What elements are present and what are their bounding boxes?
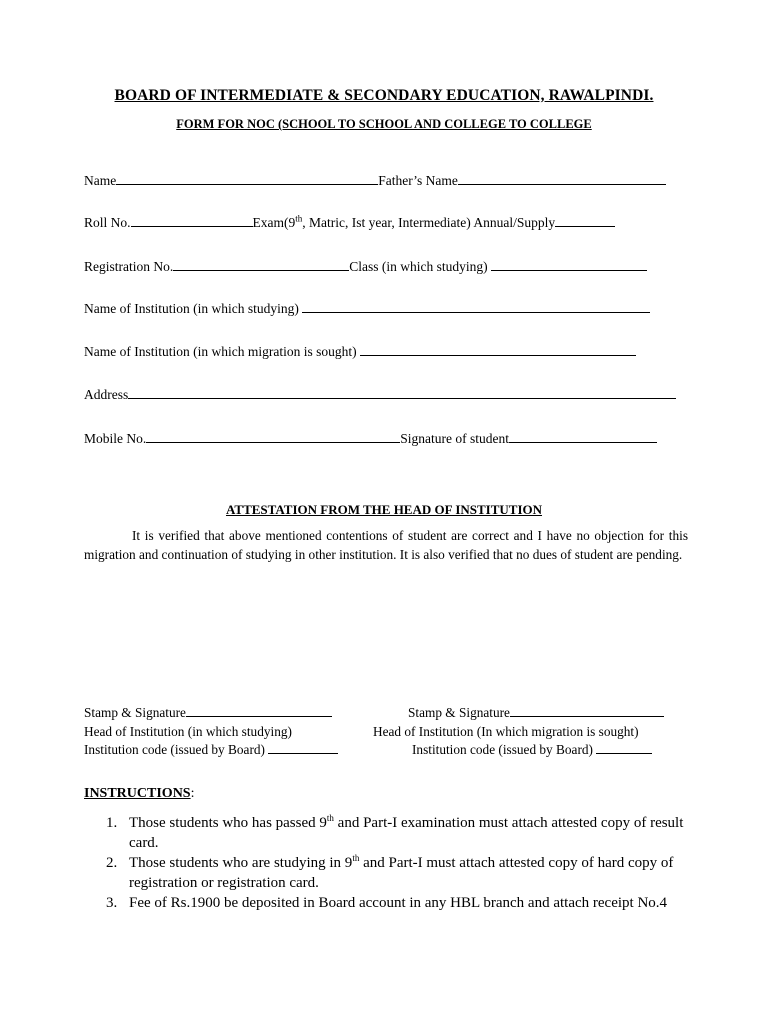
- class-label: Class (in which studying): [349, 259, 491, 274]
- stamp-signature-field[interactable]: [510, 704, 664, 717]
- institution-studying-row: [84, 300, 688, 317]
- list-item: 1. Those students who has passed 9th and Part-I examination must attach attested copy of result card.: [106, 813, 684, 851]
- institution-code-field[interactable]: [268, 741, 338, 754]
- institution-studying-label: Name of Institution (in which studying): [84, 301, 303, 316]
- attestation-body: It is verified that above mentioned contentions of student are correct and I have no objection for this migration and continuation of studying in other institution. It is also verified that no dues of student are pending.: [84, 528, 688, 562]
- stamp-signature-field[interactable]: [186, 704, 332, 717]
- father-name-field[interactable]: [458, 172, 666, 185]
- registration-no-field[interactable]: [173, 258, 349, 271]
- roll-no-field[interactable]: [131, 214, 253, 227]
- roll-exam-row: [84, 214, 688, 231]
- instructions-list: [84, 813, 694, 913]
- institution-studying-field[interactable]: [302, 300, 650, 313]
- signature-student-field[interactable]: [509, 430, 657, 443]
- annual-supply-field[interactable]: [555, 214, 615, 227]
- signature-block-current: [84, 704, 338, 760]
- mobile-no-label: Mobile No.: [84, 431, 147, 446]
- attestation-heading: ATTESTATION FROM THE HEAD OF INSTITUTION: [225, 502, 543, 517]
- registration-class-row: [84, 258, 688, 275]
- father-name-label: Father’s Name: [378, 173, 458, 188]
- head-institution-label: Head of Institution (in which studying): [84, 723, 292, 739]
- address-label: Address: [84, 387, 129, 402]
- signature-block-target: [373, 704, 664, 760]
- stamp-signature-label: Stamp & Signature: [408, 705, 510, 720]
- class-field[interactable]: [491, 258, 647, 271]
- address-row: [84, 386, 688, 403]
- form-subtitle: FORM FOR NOC (SCHOOL TO SCHOOL AND COLLEGE TO COLLEGE: [176, 117, 592, 131]
- address-field[interactable]: [128, 386, 676, 399]
- stamp-signature-label: Stamp & Signature: [84, 705, 186, 720]
- mobile-no-field[interactable]: [146, 430, 400, 443]
- institution-migration-field[interactable]: [360, 343, 636, 356]
- instructions-heading: INSTRUCTIONS:: [84, 786, 195, 801]
- institution-migration-row: [84, 343, 688, 360]
- list-item: 3. Fee of Rs.1900 be deposited in Board account in any HBL branch and attach receipt No.4: [106, 895, 668, 911]
- registration-no-label: Registration No.: [84, 259, 174, 274]
- page-title: BOARD OF INTERMEDIATE & SECONDARY EDUCATION, RAWALPINDI.: [114, 87, 654, 104]
- exam-label: Exam(9th, Matric, Ist year, Intermediate) Annual/Supply: [252, 213, 556, 230]
- name-row: [84, 172, 688, 189]
- institution-code-label: Institution code (issued by Board): [412, 742, 597, 757]
- name-field[interactable]: [116, 172, 378, 185]
- institution-code-label: Institution code (issued by Board): [84, 742, 269, 757]
- head-institution-label: Head of Institution (In which migration is sought): [373, 723, 639, 739]
- name-label: Name: [84, 173, 117, 188]
- mobile-signature-row: [84, 430, 688, 447]
- institution-code-field[interactable]: [596, 741, 652, 754]
- signature-student-label: Signature of student: [400, 431, 509, 446]
- roll-no-label: Roll No.: [84, 215, 131, 230]
- institution-migration-label: Name of Institution (in which migration is sought): [84, 344, 360, 359]
- list-item: 2. Those students who are studying in 9th and Part-I must attach attested copy of hard copy of registration or registration card.: [106, 853, 674, 891]
